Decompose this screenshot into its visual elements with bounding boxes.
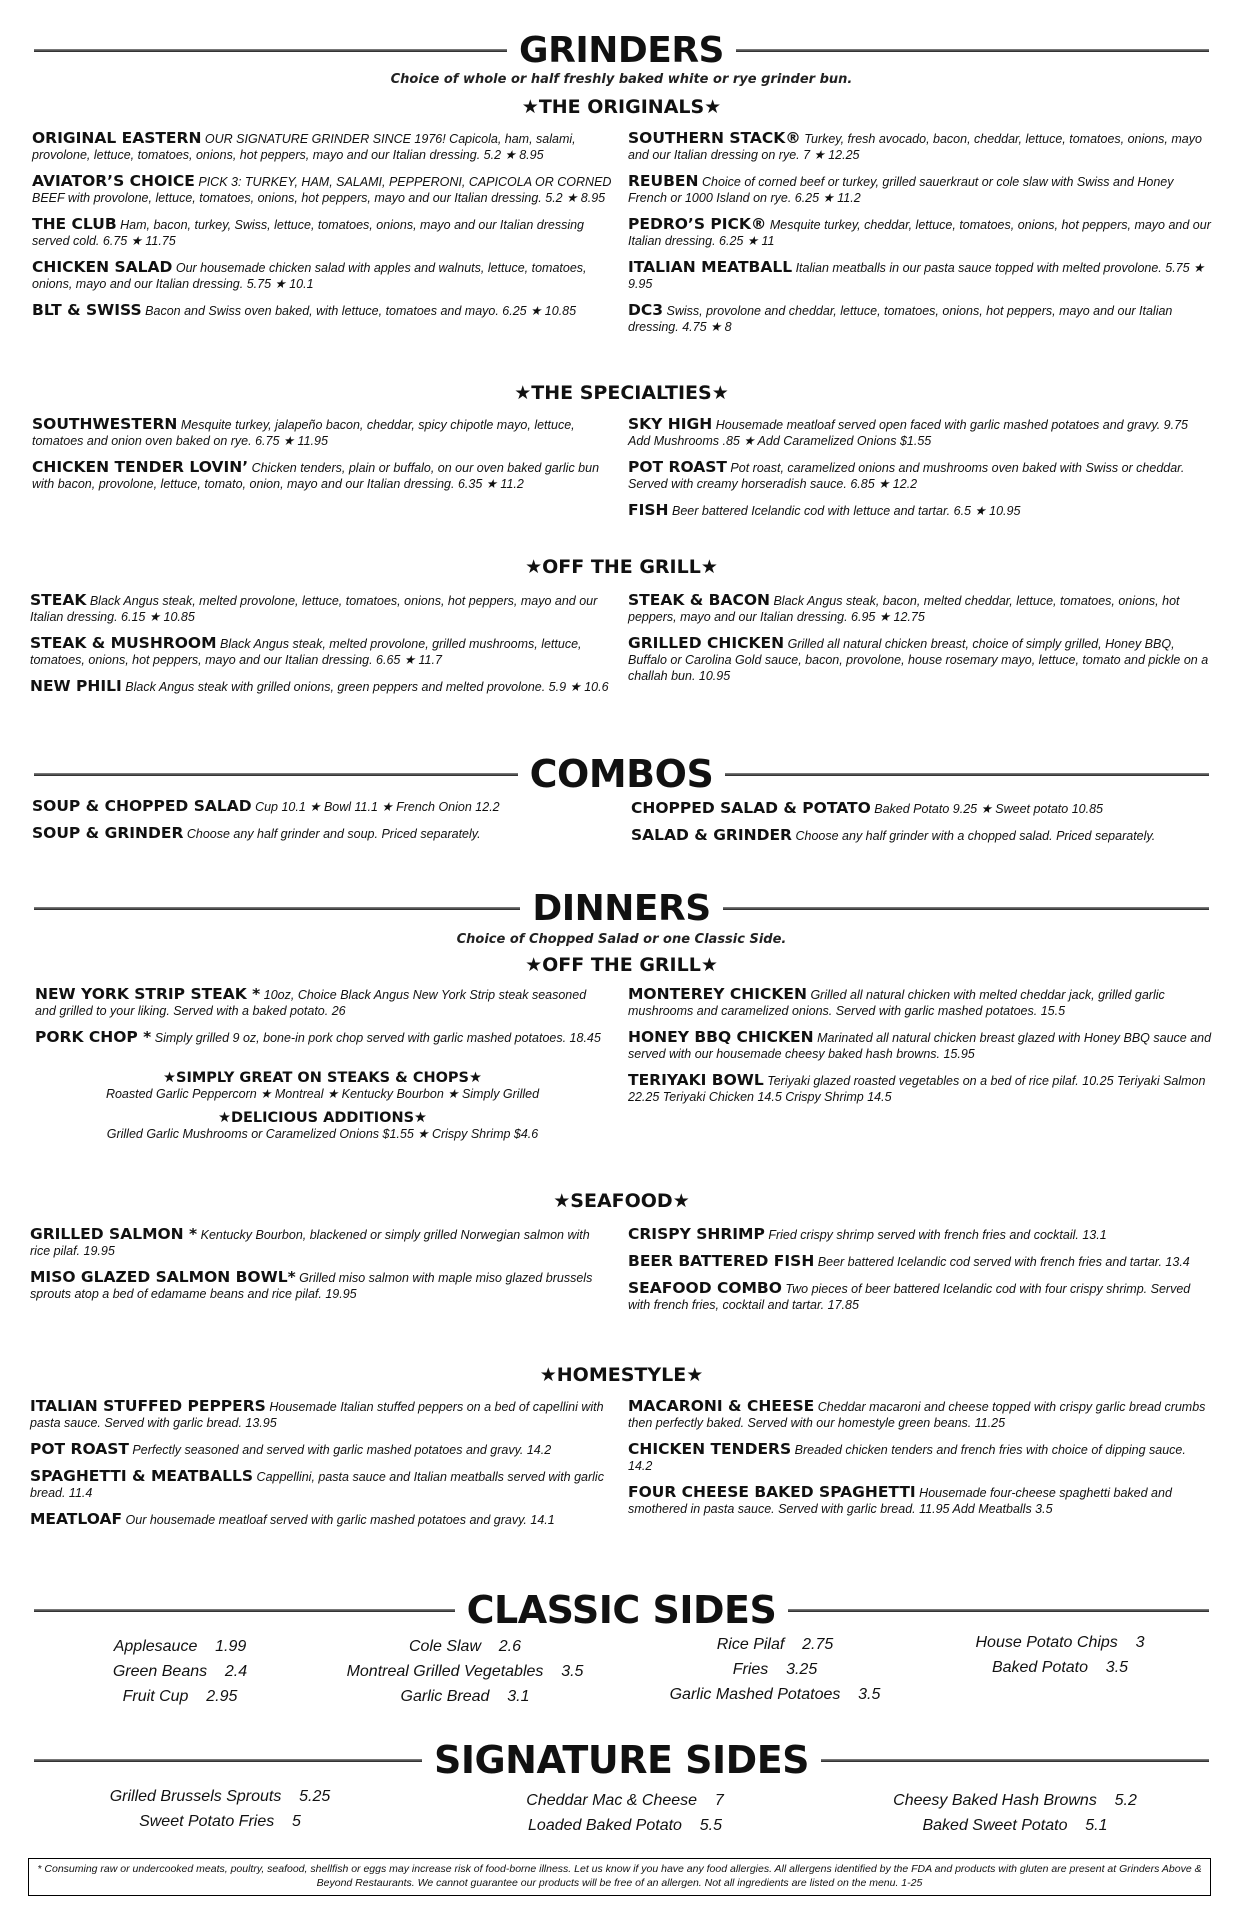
menu-item-name: SOUTHERN STACK® [628,129,801,147]
menu-item-name: CHICKEN TENDERS [628,1440,792,1458]
menu-item [30,592,610,625]
menu-item [628,1398,1213,1431]
menu-item-description: Pot roast, caramelized onions and mushrooms oven baked with Swiss or cheddar. Served with creamy horseradish sauce. 6.85 ★ 12.2 [628,461,1185,491]
menu-item-name: GRILLED SALMON * [30,1225,198,1243]
menu-item-description: Turkey, fresh avocado, bacon, cheddar, lettuce, tomatoes, onions, mayo and our Italian dressing on rye. 7 ★ 12.25 [628,132,1202,162]
signature-sides-column-2 [480,1788,770,1838]
menu-item-name: SALAD & GRINDER [631,826,792,844]
menu-item-name: SKY HIGH [628,415,713,433]
menu-item-description: Choose any half grinder with a chopped salad. Priced separately. [795,829,1156,843]
menu-item [628,1280,1213,1313]
menu-item-description: Choice of corned beef or turkey, grilled sauerkraut or cole slaw with Swiss and Honey French or 1000 Island on rye. 6.25 ★ 11.2 [628,175,1174,205]
menu-item [30,1468,610,1501]
menu-item [628,1441,1213,1474]
menu-item-name: ITALIAN MEATBALL [628,258,793,276]
menu-item [32,216,612,249]
menu-item-name: DC3 [628,301,664,319]
menu-item-name: REUBEN [628,172,699,190]
menu-item [631,800,1216,817]
menu-item-name: CHICKEN SALAD [32,258,173,276]
menu-item-description: OUR SIGNATURE GRINDER SINCE 1976! Capicola, ham, salami, provolone, lettuce, tomatoes, onions, hot peppers, mayo and our Italian dressing. 5.2 ★ 8.95 [32,132,576,162]
menu-item [628,1253,1213,1270]
menu-item-description: Black Angus steak, melted provolone, lettuce, tomatoes, onions, hot peppers, mayo and our Italian dressing. 6.15 ★ 10.85 [30,594,598,624]
menu-item [30,1226,610,1259]
classic-sides-header [34,1588,1209,1632]
menu-item [35,1029,610,1046]
homestyle-heading: ★HOMESTYLE★ [539,1364,704,1386]
seafood-heading: ★SEAFOOD★ [553,1190,690,1212]
signature-sides-column-3 [860,1788,1170,1838]
menu-item-name: SOUP & CHOPPED SALAD [32,797,252,815]
menu-item-name: CRISPY SHRIMP [628,1225,765,1243]
menu-item-name: MACARONI & CHEESE [628,1397,815,1415]
classic-sides-column-2 [320,1634,610,1709]
signature-sides-title: SIGNATURE SIDES [433,1738,810,1782]
side-item: House Potato Chips 3 [975,1634,1145,1651]
menu-item-name: TERIYAKI BOWL [628,1071,764,1089]
menu-item-description: Beer battered Icelandic cod served with french fries and tartar. 13.4 [817,1255,1190,1269]
menu-item [628,986,1213,1019]
menu-item-name: CHICKEN TENDER LOVIN’ [32,458,249,476]
classic-sides-column-1 [60,1634,300,1709]
menu-item-name: PEDRO’S PICK® [628,215,767,233]
allergen-disclaimer: * Consuming raw or undercooked meats, poultry, seafood, shellfish or eggs may increase risk of food-borne illness. Let us know if you have any food allergies. All allergens identified by the FDA and products with gluten are present at Grinders Above & Beyond Restaurants. We cannot guarantee our products will be free of an allergen. Not all ingredients are listed on the menu. 1-25 [28,1858,1211,1896]
menu-item [628,635,1213,684]
menu-item-name: POT ROAST [628,458,727,476]
menu-item-description: Marinated all natural chicken breast glazed with Honey BBQ sauce and served with our housemade cheesy baked hash browns. 15.95 [628,1031,1212,1061]
menu-item [30,1441,610,1458]
dinners-grill-left-column [35,986,610,1056]
side-item: Sweet Potato Fries 5 [139,1813,301,1830]
menu-item-description: Our housemade chicken salad with apples and walnuts, lettuce, tomatoes, onions, mayo and our Italian dressing. 5.75 ★ 10.1 [32,261,587,291]
menu-item [32,459,612,492]
classic-sides-column-3 [630,1632,920,1707]
menu-item [32,798,612,815]
steaks-chops-block [35,1070,610,1101]
seafood-left-column [30,1226,610,1312]
menu-item [628,592,1213,625]
menu-item [30,1398,610,1431]
header-rule-right [821,1759,1209,1762]
menu-item-description: Mesquite turkey, cheddar, lettuce, tomatoes, onions, hot peppers, mayo and our Italian dressing. 6.25 ★ 11 [628,218,1211,248]
menu-item [30,678,610,695]
menu-item-description: Two pieces of beer battered Icelandic cod with four crispy shrimp. Served with french fries, cocktail and tartar. 17.85 [628,1282,1191,1312]
dinners-title: DINNERS [532,888,711,929]
specialties-right-column [628,416,1213,529]
menu-item [628,1484,1213,1517]
menu-item-description: Black Angus steak with grilled onions, green peppers and melted provolone. 5.9 ★ 10.6 [125,680,609,694]
grinders-subtitle: Choice of whole or half freshly baked white or rye grinder bun. [390,72,853,87]
seafood-right-column [628,1226,1213,1323]
dinners-subtitle: Choice of Chopped Salad or one Classic Side. [456,932,787,947]
menu-item [30,635,610,668]
menu-item-name: FOUR CHEESE BAKED SPAGHETTI [628,1483,916,1501]
side-item: Grilled Brussels Sprouts 5.25 [109,1788,331,1805]
menu-item-description: Fried crispy shrimp served with french fries and cocktail. 13.1 [768,1228,1107,1242]
menu-item-description: Bacon and Swiss oven baked, with lettuce, tomatoes and mayo. 6.25 ★ 10.85 [145,304,577,318]
combos-title: COMBOS [529,752,714,796]
menu-item-description: Chicken tenders, plain or buffalo, on our oven baked garlic bun with bacon, provolone, lettuce, tomato, onion, mayo and our Italian dressing. 6.35 ★ 11.2 [32,461,600,491]
menu-item-description: Teriyaki glazed roasted vegetables on a bed of rice pilaf. 10.25 Teriyaki Salmon 22.25 Teriyaki Chicken 14.5 Crispy Shrimp 14.5 [628,1074,1206,1104]
homestyle-left-column [30,1398,610,1538]
grinders-header [34,30,1209,71]
combos-left-column [32,798,612,852]
menu-item-description: Black Angus steak, melted provolone, grilled mushrooms, lettuce, tomatoes, onions, hot peppers, mayo and our Italian dressing. 6.65 ★ 11.7 [30,637,582,667]
menu-item [631,827,1216,844]
header-rule-left [34,773,518,776]
menu-item-name: ITALIAN STUFFED PEPPERS [30,1397,266,1415]
originals-heading: ★THE ORIGINALS★ [521,96,722,118]
menu-item [628,502,1213,519]
side-item: Montreal Grilled Vegetables 3.5 [346,1663,584,1680]
menu-item-name: NEW PHILI [30,677,122,695]
menu-item-name: CHOPPED SALAD & POTATO [631,799,871,817]
combos-right-column [631,800,1216,854]
side-item: Cheddar Mac & Cheese 7 [526,1792,724,1809]
menu-item-description: Kentucky Bourbon, blackened or simply grilled Norwegian salmon with rice pilaf. 19.95 [30,1228,590,1258]
specialties-left-column [32,416,612,502]
menu-item-description: Perfectly seasoned and served with garlic mashed potatoes and gravy. 14.2 [132,1443,552,1457]
side-item: Cole Slaw 2.6 [408,1638,522,1655]
menu-item-description: PICK 3: TURKEY, HAM, SALAMI, PEPPERONI, CAPICOLA OR CORNED BEEF with provolone, lettuce, tomatoes, onions, hot peppers, mayo and our Italian dressing. 5.2 ★ 8.95 [32,175,612,205]
menu-item-name: SOUP & GRINDER [32,824,184,842]
menu-item [628,173,1213,206]
menu-item-name: BEER BATTERED FISH [628,1252,815,1270]
menu-item [628,216,1213,249]
additions-heading: ★DELICIOUS ADDITIONS★ [217,1110,428,1126]
side-item: Fruit Cup 2.95 [122,1688,238,1705]
menu-item [30,1269,610,1302]
menu-item [628,1029,1213,1062]
menu-item-description: Cheddar macaroni and cheese topped with crispy garlic bread crumbs then perfectly baked. Served with our homestyle green beans. 11.25 [628,1400,1206,1430]
header-rule-left [34,907,520,910]
menu-item-description: Baked Potato 9.25 ★ Sweet potato 10.85 [874,802,1103,816]
menu-item-name: SEAFOOD COMBO [628,1279,782,1297]
menu-item-description: 10oz, Choice Black Angus New York Strip steak seasoned and grilled to your liking. Served with a baked potato. 26 [35,988,587,1018]
side-item: Fries 3.25 [732,1661,818,1678]
menu-item-name: STEAK [30,591,87,609]
header-rule-right [736,49,1209,52]
header-rule-left [34,1609,455,1612]
menu-item-name: MEATLOAF [30,1510,123,1528]
menu-item [32,173,612,206]
originals-left-column [32,130,612,329]
grinders-title: GRINDERS [519,30,724,71]
menu-item-name: THE CLUB [32,215,117,233]
header-rule-left [34,1759,422,1762]
header-rule-right [788,1609,1209,1612]
menu-item [35,986,610,1019]
menu-item-name: PORK CHOP * [35,1028,152,1046]
menu-item-name: FISH [628,501,669,519]
menu-item-description: Swiss, provolone and cheddar, lettuce, tomatoes, onions, hot peppers, mayo and our Italian dressing. 4.75 ★ 8 [628,304,1173,334]
menu-item-name: NEW YORK STRIP STEAK * [35,985,261,1003]
menu-item-name: POT ROAST [30,1440,129,1458]
menu-item-description: Our housemade meatloaf served with garlic mashed potatoes and gravy. 14.1 [125,1513,555,1527]
menu-item-description: Housemade Italian stuffed peppers on a bed of capellini with pasta sauce. Served with garlic bread. 13.95 [30,1400,604,1430]
menu-item [628,416,1213,449]
menu-item-description: Grilled all natural chicken with melted cheddar jack, grilled garlic mushrooms and caramelized onions. Served with garlic mashed potatoes. 15.5 [628,988,1165,1018]
menu-item [628,302,1213,335]
additions-text: Grilled Garlic Mushrooms or Caramelized Onions $1.55 ★ Crispy Shrimp $4.6 [106,1127,539,1141]
side-item: Green Beans 2.4 [112,1663,248,1680]
header-rule-right [723,907,1209,910]
menu-item-description: Black Angus steak, bacon, melted cheddar, lettuce, tomatoes, onions, hot peppers, mayo and our Italian dressing. 6.95 ★ 12.75 [628,594,1180,624]
menu-item-name: BLT & SWISS [32,301,142,319]
dinners-grill-right-column [628,986,1213,1115]
menu-item [32,416,612,449]
menu-item-description: Grilled miso salmon with maple miso glazed brussels sprouts atop a bed of edamame beans and rice pilaf. 19.95 [30,1271,593,1301]
originals-right-column [628,130,1213,345]
menu-item-name: MONTEREY CHICKEN [628,985,807,1003]
dinners-header [34,888,1209,929]
side-item: Garlic Mashed Potatoes 3.5 [669,1686,881,1703]
header-rule-right [725,773,1209,776]
side-item: Baked Sweet Potato 5.1 [922,1817,1108,1834]
menu-item [32,259,612,292]
menu-item [628,1226,1213,1243]
specialties-heading: ★THE SPECIALTIES★ [514,382,729,404]
menu-item [628,130,1213,163]
menu-item [30,1511,610,1528]
side-item: Garlic Bread 3.1 [400,1688,530,1705]
menu-item-name: HONEY BBQ CHICKEN [628,1028,814,1046]
side-item: Loaded Baked Potato 5.5 [528,1817,722,1834]
menu-item [32,130,612,163]
side-item: Cheesy Baked Hash Browns 5.2 [893,1792,1137,1809]
menu-item-name: MISO GLAZED SALMON BOWL* [30,1268,296,1286]
grinders-grill-left-column [30,592,610,705]
menu-item-name: STEAK & MUSHROOM [30,634,217,652]
menu-item [628,1072,1213,1105]
grinders-grill-right-column [628,592,1213,694]
menu-item-description: Housemade four-cheese spaghetti baked and smothered in pasta sauce. Served with garlic bread. 11.95 Add Meatballs 3.5 [628,1486,1172,1516]
side-item: Applesauce 1.99 [113,1638,247,1655]
menu-item-description: Ham, bacon, turkey, Swiss, lettuce, tomatoes, onions, mayo and our Italian dressing served cold. 6.75 ★ 11.75 [32,218,585,248]
classic-sides-title: CLASSIC SIDES [466,1588,777,1632]
menu-item-description: Cappellini, pasta sauce and Italian meatballs served with garlic bread. 11.4 [30,1470,604,1500]
menu-item-description: Simply grilled 9 oz, bone-in pork chop served with garlic mashed potatoes. 18.45 [154,1031,601,1045]
menu-item-description: Housemade meatloaf served open faced with garlic mashed potatoes and gravy. 9.75 Add Mushrooms .85 ★ Add Caramelized Onions $1.55 [628,418,1188,448]
classic-sides-column-4 [930,1630,1190,1680]
menu-item-description: Cup 10.1 ★ Bowl 11.1 ★ French Onion 12.2 [255,800,500,814]
signature-sides-column-1 [80,1784,360,1834]
additions-block [35,1110,610,1141]
dinners-grill-heading: ★OFF THE GRILL★ [525,954,718,976]
menu-item-name: SOUTHWESTERN [32,415,178,433]
side-item: Baked Potato 3.5 [991,1659,1129,1676]
header-rule-left [34,49,507,52]
signature-sides-header [34,1738,1209,1782]
menu-item-name: SPAGHETTI & MEATBALLS [30,1467,254,1485]
homestyle-right-column [628,1398,1213,1527]
menu-item-description: Breaded chicken tenders and french fries with choice of dipping sauce. 14.2 [628,1443,1186,1473]
menu-item-name: GRILLED CHICKEN [628,634,785,652]
grinders-grill-heading: ★OFF THE GRILL★ [525,556,718,578]
menu-item-name: AVIATOR’S CHOICE [32,172,195,190]
combos-header [34,752,1209,796]
menu-item [32,302,612,319]
menu-item-name: STEAK & BACON [628,591,770,609]
menu-item-description: Grilled all natural chicken breast, choice of simply grilled, Honey BBQ, Buffalo or Carolina Gold sauce, bacon, provolone, house rosemary mayo, lettuce, tomato and pickle on a challah bun. 10.95 [628,637,1209,683]
side-item: Rice Pilaf 2.75 [716,1636,834,1653]
menu-item-description: Mesquite turkey, jalapeño bacon, cheddar, spicy chipotle mayo, lettuce, tomatoes and onion oven baked on rye. 6.75 ★ 11.95 [32,418,575,448]
menu-item [628,259,1213,292]
menu-item-name: ORIGINAL EASTERN [32,129,202,147]
steaks-chops-text: Roasted Garlic Peppercorn ★ Montreal ★ Kentucky Bourbon ★ Simply Grilled [105,1087,540,1101]
menu-item-description: Beer battered Icelandic cod with lettuce and tartar. 6.5 ★ 10.95 [671,504,1021,518]
menu-item [628,459,1213,492]
steaks-chops-heading: ★SIMPLY GREAT ON STEAKS & CHOPS★ [163,1070,482,1086]
menu-item-description: Italian meatballs in our pasta sauce topped with melted provolone. 5.75 ★ 9.95 [628,261,1205,291]
menu-item [32,825,612,842]
menu-item-description: Choose any half grinder and soup. Priced separately. [186,827,481,841]
